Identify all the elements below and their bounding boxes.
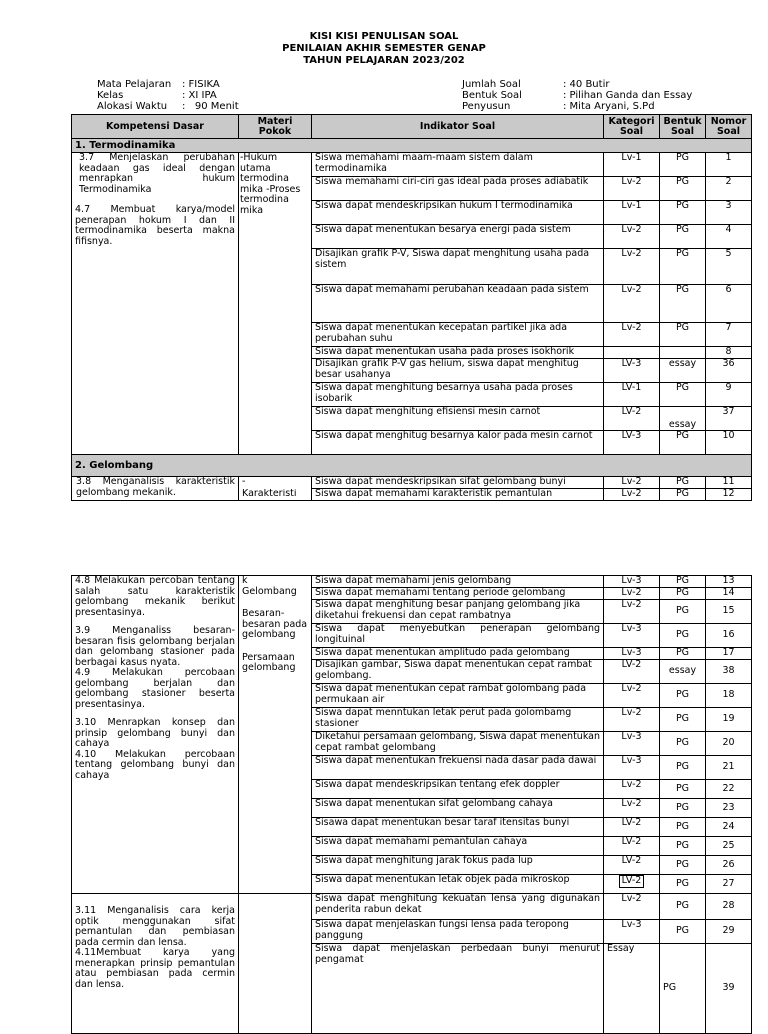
bentuk-cell: PG [660,225,706,249]
indikator-cell: Siswa dapat menentukan sifat gelombang cahaya [312,799,604,818]
nomor-cell: 16 [706,624,752,648]
indikator-cell: Siswa dapat memahami karakteristik pemantulan [312,489,604,501]
bentuk-cell: essay [660,359,706,383]
kategori-cell: Lv-2 [604,249,660,285]
bentuk-cell: PG [660,201,706,225]
indikator-cell: Siswa dapat mendeskripsikan sifat gelombang bunyi [312,477,604,489]
bentuk-cell: PG [660,285,706,323]
kategori-cell: LV-2 [604,818,660,837]
table-row [72,894,752,920]
bentuk-cell: PG [660,431,706,455]
nomor-cell: 39 [706,944,752,1034]
kategori-cell: Lv-3 [604,648,660,660]
indikator-cell: Siswa dapat menghitug besarnya kalor pada mesin carnot [312,431,604,455]
kd-3-9: 3.9 Menganaliss besaran-besaran fisis gelombang berjalan dan gelombang stasioner pada berbagai kasus nyata. [75,625,235,668]
nomor-cell: 15 [706,600,752,624]
indikator-cell: Siswa dapat memahami perubahan keadaan pada sistem [312,285,604,323]
kd-3-11: 3.11 Menganalisis cara kerja optik menggunakan sifat pemantulan dan pembiasan pada cermin dan lensa. [75,905,235,948]
bentuk-cell: PG [660,708,706,732]
nomor-cell: 14 [706,588,752,600]
nomor-cell: 4 [706,225,752,249]
bentuk-cell: PG [660,818,706,837]
bentuk-cell: PG [660,624,706,648]
materi-gelombang-dash: - [239,477,312,489]
col-kompetensi-dasar: Kompetensi Dasar [72,115,239,139]
kategori-cell: Lv-1 [604,153,660,177]
bentuk-cell: essay [660,407,706,431]
info-bentuk-value: : Pilihan Ganda dan Essay [563,90,693,101]
table-row [72,576,752,588]
indikator-cell: Siswa dapat menghitung jarak fokus pada lup [312,856,604,875]
kd-cell-gelombang [72,576,239,894]
nomor-cell: 28 [706,894,752,920]
kd-3-7: 3.7 Menjelaskan perubahan keadaan gas ideal dengan menrapkan hukum Termodinamika [79,152,235,195]
table-row [72,477,752,489]
kategori-boxed: LV-2 [619,875,645,888]
doc-title-line3: TAHUN PELAJARAN 2023/202 [303,55,465,66]
kisi-table-page2 [71,575,752,1034]
info-waktu-value: : 90 Menit [182,101,239,112]
nomor-cell: 18 [706,684,752,708]
indikator-cell: Siswa dapat menentukan cepat rambat golombang pada permukaan air [312,684,604,708]
kategori-cell: Lv-2 [604,708,660,732]
kd-4-8: 4.8 Melakukan percoban tentang salah satu karakteristik gelombang mekanik berikut presentasinya. [75,575,235,618]
info-waktu-label: Alokasi Waktu [97,101,168,112]
kategori-cell: Lv-3 [604,576,660,588]
kd-4-10: 4.10 Melakukan percobaan tentang gelombang bunyi dan cahaya [75,748,235,781]
indikator-cell: Siswa dapat menentukan usaha pada proses isokhorik [312,347,604,359]
nomor-cell: 12 [706,489,752,501]
bentuk-cell: PG [660,576,706,588]
kd-cell-termodinamika [72,153,239,455]
table-row [72,153,752,177]
nomor-cell: 26 [706,856,752,875]
indikator-cell: Siswa dapat menjelaskan fungsi lensa pada teropong panggung [312,920,604,944]
kategori-cell: Lv-2 [604,177,660,201]
indikator-cell: Disajikan grafik P-V gas helium, siswa dapat menghitug besar usahanya [312,359,604,383]
kategori-cell: Lv-3 [604,756,660,780]
kategori-cell: Lv-2 [604,684,660,708]
col-materi-pokok: Materi Pokok [239,115,312,139]
bentuk-cell: PG [660,684,706,708]
section-title-termodinamika: 1. Termodinamika [72,139,752,153]
kategori-cell: LV-3 [604,359,660,383]
bentuk-cell: PG [660,323,706,347]
bentuk-cell: PG [660,489,706,501]
bentuk-cell: PG [660,920,706,944]
indikator-cell: Disajikan gambar, Siswa dapat menentukan cepat rambat gelombang. [312,660,604,684]
info-bentuk-label: Bentuk Soal [462,90,522,101]
indikator-cell: Siswa dapat menyebutkan penerapan gelombang longituinal [312,624,604,648]
nomor-cell: 27 [706,875,752,894]
bentuk-cell: PG [660,780,706,799]
kd-3-10: 3.10 Menrapkan konsep dan prinsip gelombang bunyi dan cahaya [75,717,235,749]
nomor-cell: 9 [706,383,752,407]
materi-besaran: Besaran-besaran pada gelombang [242,608,308,640]
bentuk-cell: essay [660,660,706,684]
materi-gelombang-label: Gelombang [242,585,297,597]
nomor-cell: 11 [706,477,752,489]
nomor-cell: 21 [706,756,752,780]
kategori-cell: Lv-3 [604,732,660,756]
kategori-cell: Lv-3 [604,624,660,648]
kd-4-11: 4.11Membuat karya yang menerapkan prinsip pemantulan atau pembiasan pada cermin dan lensa. [75,947,235,990]
col-kategori-soal: Kategori Soal [604,115,660,139]
indikator-cell: Siswa dapat menentukan amplitudo pada gelombang [312,648,604,660]
materi-termodinamika: -Hukum utama termodina mika -Proses termodina mika [239,153,312,455]
nomor-cell: 6 [706,285,752,323]
kategori-cell: Lv-2 [604,489,660,501]
kd-cell-optik [72,894,239,1034]
info-kelas-value: : XI IPA [182,90,217,101]
kategori-cell: LV-2 [604,856,660,875]
kd-4-9: 4.9 Melakukan percobaan gelombang berjalan dan gelombang stasioner beserta presentasinya. [75,667,235,710]
bentuk-cell: PG [660,799,706,818]
bentuk-cell: PG [660,875,706,894]
kategori-cell: LV-2 [604,837,660,856]
indikator-cell: Siswa dapat memahami tentang periode gelombang [312,588,604,600]
doc-title-line1: KISI KISI PENULISAN SOAL [309,31,459,42]
bentuk-cell: PG [660,648,706,660]
bentuk-cell: PG [660,894,706,920]
col-indikator-soal: Indikator Soal [312,115,604,139]
nomor-cell: 10 [706,431,752,455]
materi-k: k [242,575,248,586]
indikator-cell: Disajikan grafik P-V, Siswa dapat menghitung usaha pada sistem [312,249,604,285]
nomor-cell: 17 [706,648,752,660]
kd-4-7: 4.7 Membuat karya/model penerapan hokum I dan II termodinamika beserta makna fifisnya. [75,204,235,247]
kategori-cell: Lv-2 [604,799,660,818]
indikator-cell: Siswa dapat memahami jenis gelombang [312,576,604,588]
bentuk-cell: PG [660,177,706,201]
indikator-cell: Siswa dapat menentukan frekuensi nada dasar pada dawai [312,756,604,780]
nomor-cell: 20 [706,732,752,756]
kategori-cell: Lv-2 [604,477,660,489]
nomor-cell: 3 [706,201,752,225]
materi-persamaan: Persamaan gelombang [242,651,296,673]
indikator-cell: Sisawa dapat menentukan besar taraf itensitas bunyi [312,818,604,837]
info-penyusun-value: : Mita Aryani, S.Pd [563,101,655,112]
bentuk-cell: PG [660,249,706,285]
nomor-cell: 23 [706,799,752,818]
kategori-cell: Lv-2 [604,780,660,799]
nomor-cell: 36 [706,359,752,383]
indikator-cell: Siswa dapat menghitung besar panjang gelombang jika diketahui frekuensi dan cepat rambatnya [312,600,604,624]
indikator-cell: Siswa memahami maam-maam sistem dalam termodinamika [312,153,604,177]
indikator-cell: Siswa dapat menentukan kecepatan partikel jika ada perubahan suhu [312,323,604,347]
nomor-cell: 13 [706,576,752,588]
indikator-cell: Siswa dapat menentukan besarya energi pada sistem [312,225,604,249]
col-bentuk-soal: Bentuk Soal [660,115,706,139]
kategori-cell: Lv-1 [604,201,660,225]
indikator-cell: Siswa dapat menentukan letak objek pada mikroskop [312,875,604,894]
info-mapel-label: Mata Pelajaran [97,79,172,90]
bentuk-cell: PG [660,837,706,856]
indikator-cell: Siswa dapat menghitung besarnya usaha pada proses isobarik [312,383,604,407]
kategori-cell: Lv-2 [604,225,660,249]
indikator-cell: Diketahui persamaan gelombang, Siswa dapat menentukan cepat rambat gelombang [312,732,604,756]
nomor-cell: 22 [706,780,752,799]
kategori-cell [604,875,660,894]
nomor-cell: 25 [706,837,752,856]
bentuk-cell: PG [660,856,706,875]
indikator-cell: Siswa dapat mendeskripsikan hukum I termodinamika [312,201,604,225]
section-title-gelombang: 2. Gelombang [72,455,752,477]
kategori-cell: LV-2 [604,660,660,684]
bentuk-cell: PG [660,600,706,624]
doc-title-line2: PENILAIAN AKHIR SEMESTER GENAP [282,43,486,54]
kategori-cell: Lv-2 [604,894,660,920]
info-jumlah-label: Jumlah Soal [462,79,521,90]
indikator-cell: Siswa dapat memahami pemantulan cahaya [312,837,604,856]
nomor-cell: 8 [706,347,752,359]
materi-optik [239,894,312,1034]
kategori-cell: Lv-2 [604,588,660,600]
info-mapel-value: : FISIKA [182,79,220,90]
kd-3-8: 3.8 Menganalisis karakteristik gelombang mekanik. [72,477,239,501]
indikator-cell: Siswa dapat menghitung kekuatan lensa yang digunakan penderita rabun dekat [312,894,604,920]
kategori-cell: Lv-2 [604,285,660,323]
materi-gelombang [239,576,312,894]
nomor-cell: 19 [706,708,752,732]
indikator-cell: Siswa dapat menghitung efisiensi mesin carnot [312,407,604,431]
bentuk-cell: PG [660,383,706,407]
info-kelas-label: Kelas [97,90,124,101]
col-nomor-soal: Nomor Soal [706,115,752,139]
info-jumlah-value: : 40 Butir [563,79,610,90]
indikator-cell: Siswa dapat menntukan letak perut pada golombamg stasioner [312,708,604,732]
bentuk-cell: PG [660,944,706,1034]
header-row [72,115,752,139]
bentuk-cell: PG [660,477,706,489]
kategori-cell: Lv-2 [604,323,660,347]
bentuk-cell: PG [660,153,706,177]
nomor-cell: 7 [706,323,752,347]
materi-karakteristik: Karakteristi [239,489,312,501]
nomor-cell: 5 [706,249,752,285]
kategori-cell: LV-3 [604,431,660,455]
nomor-cell: 24 [706,818,752,837]
bentuk-cell: PG [660,588,706,600]
kisi-table-page1 [71,114,752,501]
nomor-cell: 1 [706,153,752,177]
indikator-cell: Siswa dapat mendeskripsikan tentang efek doppler [312,780,604,799]
info-penyusun-label: Penyusun [462,101,511,112]
bentuk-cell: PG [660,756,706,780]
bentuk-cell [660,347,706,359]
nomor-cell: 29 [706,920,752,944]
kategori-cell: Essay [604,944,660,1034]
nomor-cell: 38 [706,660,752,684]
kategori-cell: LV-2 [604,407,660,431]
kategori-cell [604,347,660,359]
kategori-cell: Lv-2 [604,600,660,624]
kategori-cell: Lv-3 [604,920,660,944]
indikator-cell: Siswa memahami ciri-ciri gas ideal pada proses adiabatik [312,177,604,201]
indikator-cell: Siswa dapat menjelaskan perbedaan bunyi menurut pengamat [312,944,604,1034]
bentuk-cell: PG [660,732,706,756]
nomor-cell: 37 [706,407,752,431]
nomor-cell: 2 [706,177,752,201]
kategori-cell: LV-1 [604,383,660,407]
